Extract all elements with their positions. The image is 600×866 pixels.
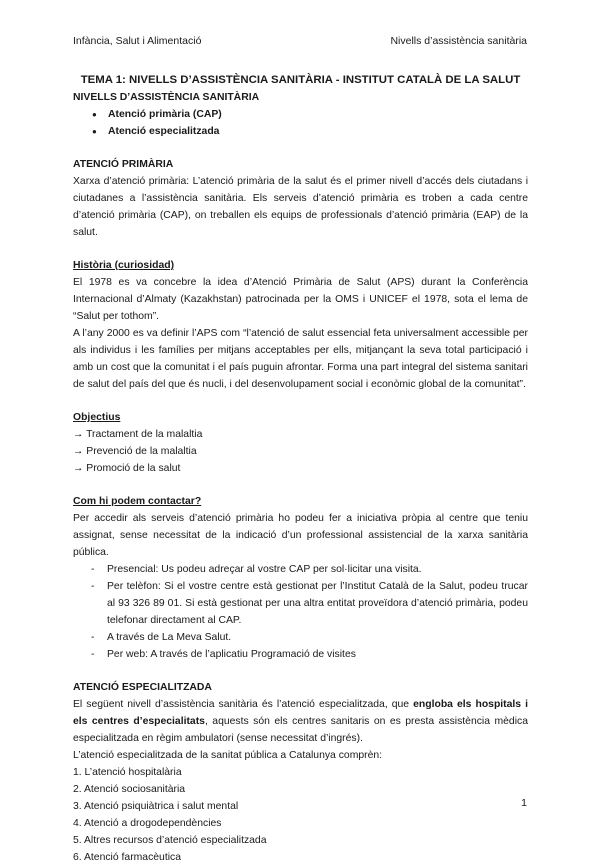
numbered-item: 6. Atenció farmacèutica — [73, 852, 182, 863]
page-number: 1 — [521, 797, 527, 809]
objective-item: → Promoció de la salut — [73, 463, 181, 474]
list-item: ● Atenció primària (CAP) — [92, 106, 528, 123]
contact-text: Per accedir als serveis d’atenció primària ho podeu fer a iniciativa pròpia al centre que teniu assignat, sense necessitat de la indicació d’un professional assistencial de la xarxa sanitària pública. — [73, 513, 528, 558]
list-item: - A través de La Meva Salut. — [91, 629, 528, 646]
history-heading: Història (curiosidad) — [73, 260, 175, 271]
intro-heading: NIVELLS D’ASSISTÈNCIA SANITÀRIA — [73, 92, 260, 103]
numbered-item: 2. Atenció sociosanitària — [73, 784, 186, 795]
primary-heading: ATENCIÓ PRIMÀRIA — [73, 159, 174, 170]
emphasis-span: engloba els hospitals i els centres d’especialitats — [73, 699, 528, 727]
specialized-heading: ATENCIÓ ESPECIALITZADA — [73, 682, 212, 693]
page-content — [73, 72, 528, 866]
contact-list — [73, 561, 528, 663]
numbered-item: 5. Altres recursos d’atenció especialitzada — [73, 835, 267, 846]
history-paragraph-2: A l’any 2000 es va definir l’APS com “l’atenció de salut essencial feta universalment accessible per als individus i les famílies per mitjans acceptables per ells, mitjançant la seva total participació i amb un cost que la comunitat i el país puguin afrontar. Forma una part integral del sistema sanitari de salut del país del que és nucli, i del desenvolupament social i econòmic global de la comunitat”. — [73, 328, 528, 390]
numbered-item: 1. L’atenció hospitalària — [73, 767, 182, 778]
specialized-paragraph-2: L’atenció especialitzada de la sanitat pública a Catalunya comprèn: — [73, 750, 383, 761]
document-title: TEMA 1: NIVELLS D’ASSISTÈNCIA SANITÀRIA - INSTITUT CATALÀ DE LA SALUT — [80, 74, 521, 86]
history-paragraph-1: El 1978 es va concebre la idea d’Atenció Primària de Salut (APS) durant la Conferència Internacional d’Almaty (Kazakhstan) patrocinada per la OMS i UNICEF el 1978, sota el lema de “Salut per tothom”. — [73, 277, 528, 322]
list-item: - Presencial: Us podeu adreçar al vostre CAP per sol·licitar una visita. — [91, 561, 528, 578]
intro-list — [73, 106, 528, 140]
objective-item: → Tractament de la malaltia — [73, 429, 203, 440]
running-header-left: Infància, Salut i Alimentació — [73, 35, 202, 47]
specialized-paragraph-1 — [73, 696, 528, 747]
list-item: - Per telèfon: Si el vostre centre està gestionat per l’Institut Català de la Salut, podeu trucar al 93 326 89 01. Si està gestionat per una altra entitat proveïdora d’atenció primària, podeu telefonar directament al CAP. — [91, 578, 528, 629]
text-span: , aquests són els centres sanitaris on es presta assistència mèdica especialitzada en règim ambulatori (sense necessitat d’ingrés). — [73, 716, 528, 744]
list-item: ● Atenció especialitzada — [92, 123, 528, 140]
objectives-heading: Objectius — [73, 412, 121, 423]
list-item: - Per web: A través de l’aplicatiu Programació de visites — [91, 646, 528, 663]
numbered-item: 4. Atenció a drogodependències — [73, 818, 222, 829]
running-header-right: Nivells d’assistència sanitària — [390, 35, 527, 47]
numbered-item: 3. Atenció psiquiàtrica i salut mental — [73, 801, 239, 812]
text-span: El següent nivell d’assistència sanitària és l’atenció especialitzada, que — [73, 699, 414, 710]
contact-heading: Com hi podem contactar? — [73, 496, 202, 507]
objective-item: → Prevenció de la malaltia — [73, 446, 197, 457]
primary-text: Xarxa d’atenció primària: L’atenció primària de la salut és el primer nivell d’accés dels ciutadans i ciutadanes a l’assistència sanitària. Els serveis d’atenció primària es troben a cada centre d’atenció primària (CAP), on treballen els equips de professionals d’atenció primària (EAP) de la salut. — [73, 176, 528, 238]
